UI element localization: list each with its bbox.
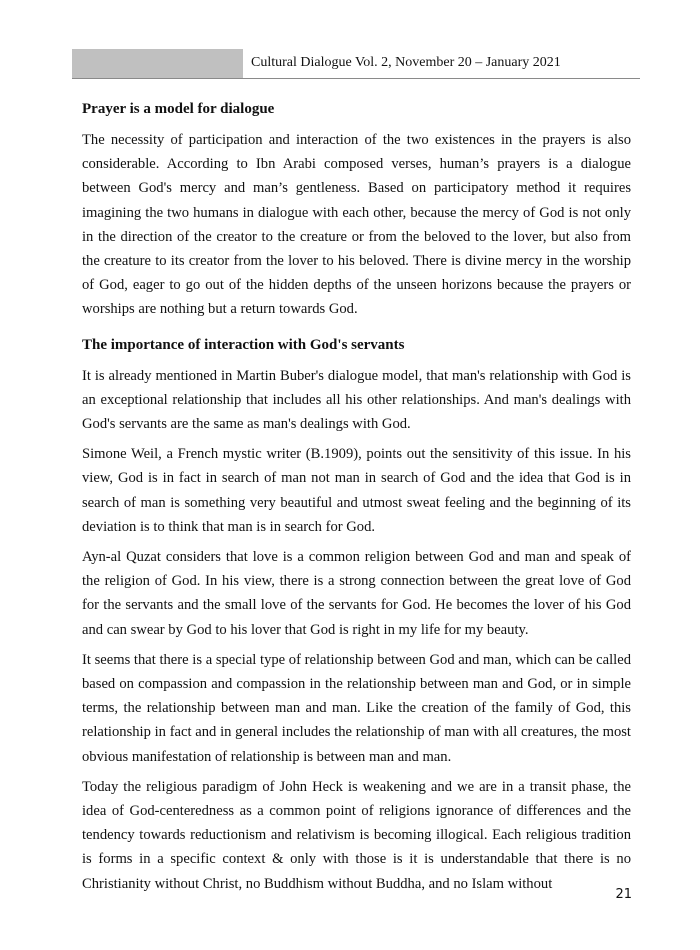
section-heading-interaction: The importance of interaction with God's servants — [82, 336, 405, 353]
header-rule — [72, 78, 640, 79]
article-body — [82, 98, 631, 902]
paragraph-ayn-al-quzat: Ayn-al Quzat considers that love is a common religion between God and man and speak of the religion of God. In his view, there is a strong connection between the great love of God for the servants and the small love of the servants for God. He becomes the lover of his God and can swear by God to his lover that God is right in my life for my beauty. — [82, 549, 631, 638]
paragraph-prayer: The necessity of participation and interaction of the two existences in the prayers is also considerable. According to Ibn Arabi composed verses, human’s prayers is a dialogue between God's mercy and man’s gentleness. Based on participatory method it requires imagining the two humans in dialogue with each other, because the mercy of God is not only in the direction of the creator to the creature or from the beloved to the lover, but also from the creature to its creator from the lover to his beloved. There is divine mercy in the worship of God, eager to go out of the hidden depths of the unseen horizons because the prayers or worships are nothing but a return towards God. — [82, 132, 631, 318]
paragraph-weil: Simone Weil, a French mystic writer (B.1909), points out the sensitivity of this issue. In his view, God is in fact in search of man not man in search of God and the idea that God is in search of man is something very beautiful and utmost sweat feeling and the beginning of its deviation is to think that man is in search for God. — [82, 446, 631, 535]
journal-title: Cultural Dialogue Vol. 2, November 20 – January 2021 — [251, 55, 561, 70]
page-number: 21 — [615, 887, 632, 902]
section-heading-prayer: Prayer is a model for dialogue — [82, 101, 275, 117]
running-header — [72, 49, 640, 78]
paragraph-paradigm: Today the religious paradigm of John Heck is weakening and we are in a transit phase, the idea of God-centeredness as a common point of religions ignorance of differences and the tendency towards reductionism and relativism is becoming illogical. Each religious tradition is forms in a specific context & only with those is it is understandable that there is no Christianity without Christ, no Buddhism without Buddha, and no Islam without — [82, 778, 631, 892]
paragraph-relationship: It seems that there is a special type of relationship between God and man, which can be called based on compassion and compassion in the relationship between man and God, or in simple terms, the relationship between man and man. Like the creation of the family of God, this relationship in fact and in general includes the relationship of man with all creatures, the most obvious manifestation of relationship is between man and man. — [82, 651, 631, 765]
header-gray-bar — [72, 49, 243, 78]
paragraph-buber: It is already mentioned in Martin Buber's dialogue model, that man's relationship with God is an exceptional relationship that includes all his other relationships. And man's dealings with God's servants are the same as man's dealings with God. — [82, 367, 631, 433]
